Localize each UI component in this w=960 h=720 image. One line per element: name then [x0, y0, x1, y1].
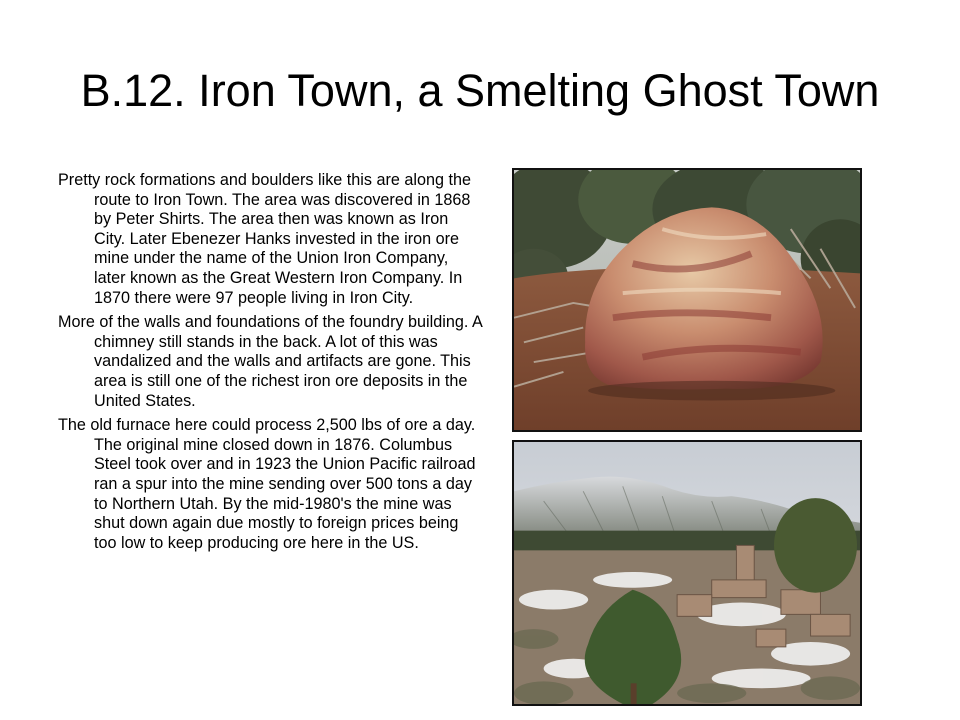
ruins-photo	[512, 440, 862, 706]
paragraph-foundry: More of the walls and foundations of the foundry building. A chimney still stands in the back. A lot of this was vandalized and the walls and artifacts are gone. This area is still one of the richest iron ore deposits in the United States.	[58, 313, 482, 410]
paragraph-boulders: Pretty rock formations and boulders like this are along the route to Iron Town. The area was discovered in 1868 by Peter Shirts. The area then was known as Iron City. Later Ebenezer Hanks invested in the iron ore mine under the name of the Union Iron Company, later known as the Great Western Iron Company. In 1870 there were 97 people living in Iron City.	[58, 171, 471, 307]
slide-title: B.12. Iron Town, a Smelting Ghost Town	[80, 65, 880, 116]
ruins-image	[514, 442, 860, 704]
boulder-image	[514, 170, 860, 430]
boulder-photo	[512, 168, 862, 432]
slide-body	[58, 171, 483, 558]
paragraph-furnace: The old furnace here could process 2,500 lbs of ore a day. The original mine closed down in 1876. Columbus Steel took over and in 1923 the Union Pacific railroad ran a spur into the mine sending over 500 tons a day to Northern Utah. By the mid-1980's the mine was shut down again due mostly to foreign prices being too low to keep producing ore here in the US.	[58, 416, 476, 552]
